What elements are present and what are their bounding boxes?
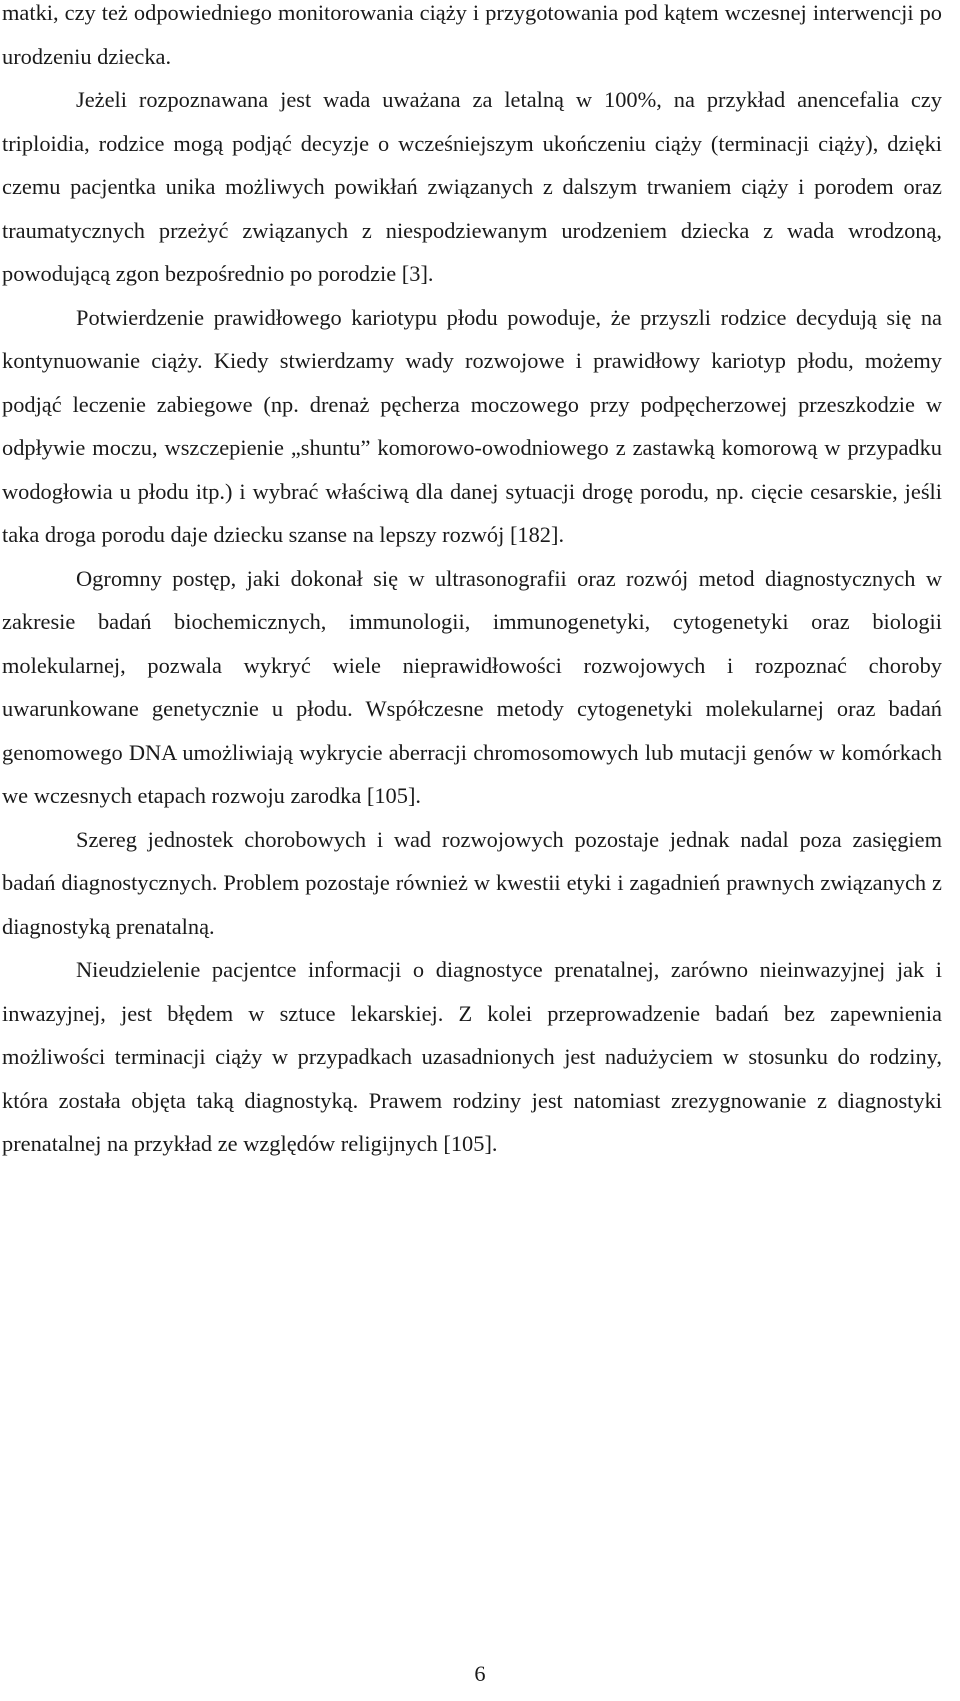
- page-number: 6: [474, 1661, 486, 1686]
- paragraph-karyotype: Potwierdzenie prawidłowego kariotypu płodu powoduje, że przyszli rodzice decydują się na kontynuowanie ciąży. Kiedy stwierdzamy wady rozwojowe i prawidłowy kariotyp płodu, możemy podjąć leczenie zabiegowe (np. drenaż pęcherza moczowego przy podpęcherzowej przeszkodzie w odpływie moczu, wszczepienie „shuntu” komorowo-owodniowego z zastawką komorową w przypadku wodogłowia u płodu itp.) i wybrać właściwą dla danej sytuacji drogę porodu, np. cięcie cesarskie, jeśli taka droga porodu daje dziecku szanse na lepszy rozwój [182].: [2, 304, 942, 547]
- paragraph-ethics: Nieudzielenie pacjentce informacji o diagnostyce prenatalnej, zarówno nieinwazyjnej jak i inwazyjnej, jest błędem w sztuce lekarskiej. Z kolei przeprowadzenie badań bez zapewnienia możliwości terminacji ciąży w przypadkach uzasadnionych jest nadużyciem w stosunku do rodziny, która została objęta taką diagnostyką. Prawem rodziny jest natomiast zrezygnowanie z diagnostyki prenatalnej na przykład ze względów religijnych [105].: [2, 957, 942, 1156]
- paragraph-lethal-defects: Jeżeli rozpoznawana jest wada uważana za letalną w 100%, na przykład anencefalia czy triploidia, rodzice mogą podjąć decyzje o wcześniejszym ukończeniu ciąży (terminacji ciąży), dzięki czemu pacjentka unika możliwych powikłań związanych z dalszym trwaniem ciąży i porodem oraz traumatycznych przeżyć związanych z niespodziewanym urodzeniem dziecka z wada wrodzoną, powodującą zgon bezpośrednio po porodzie [3].: [2, 87, 942, 286]
- paragraph-limitations: Szereg jednostek chorobowych i wad rozwojowych pozostaje jednak nadal poza zasięgiem badań diagnostycznych. Problem pozostaje również w kwestii etyki i zagadnień prawnych związanych z diagnostyką prenatalną.: [2, 826, 942, 939]
- paragraph-continuation: matki, czy też odpowiedniego monitorowania ciąży i przygotowania pod kątem wczesnej interwencji po urodzeniu dziecka.: [2, 0, 942, 69]
- text-body: [2, 0, 942, 1166]
- paragraph-diagnostic-progress: Ogromny postęp, jaki dokonał się w ultrasonografii oraz rozwój metod diagnostycznych w zakresie badań biochemicznych, immunologii, immunogenetyki, cytogenetyki oraz biologii molekularnej, pozwala wykryć wiele nieprawidłowości rozwojowych i rozpoznać choroby uwarunkowane genetycznie u płodu. Współczesne metody cytogenetyki molekularnej oraz badań genomowego DNA umożliwiają wykrycie aberracji chromosomowych lub mutacji genów w komórkach we wczesnych etapach rozwoju zarodka [105].: [2, 565, 942, 808]
